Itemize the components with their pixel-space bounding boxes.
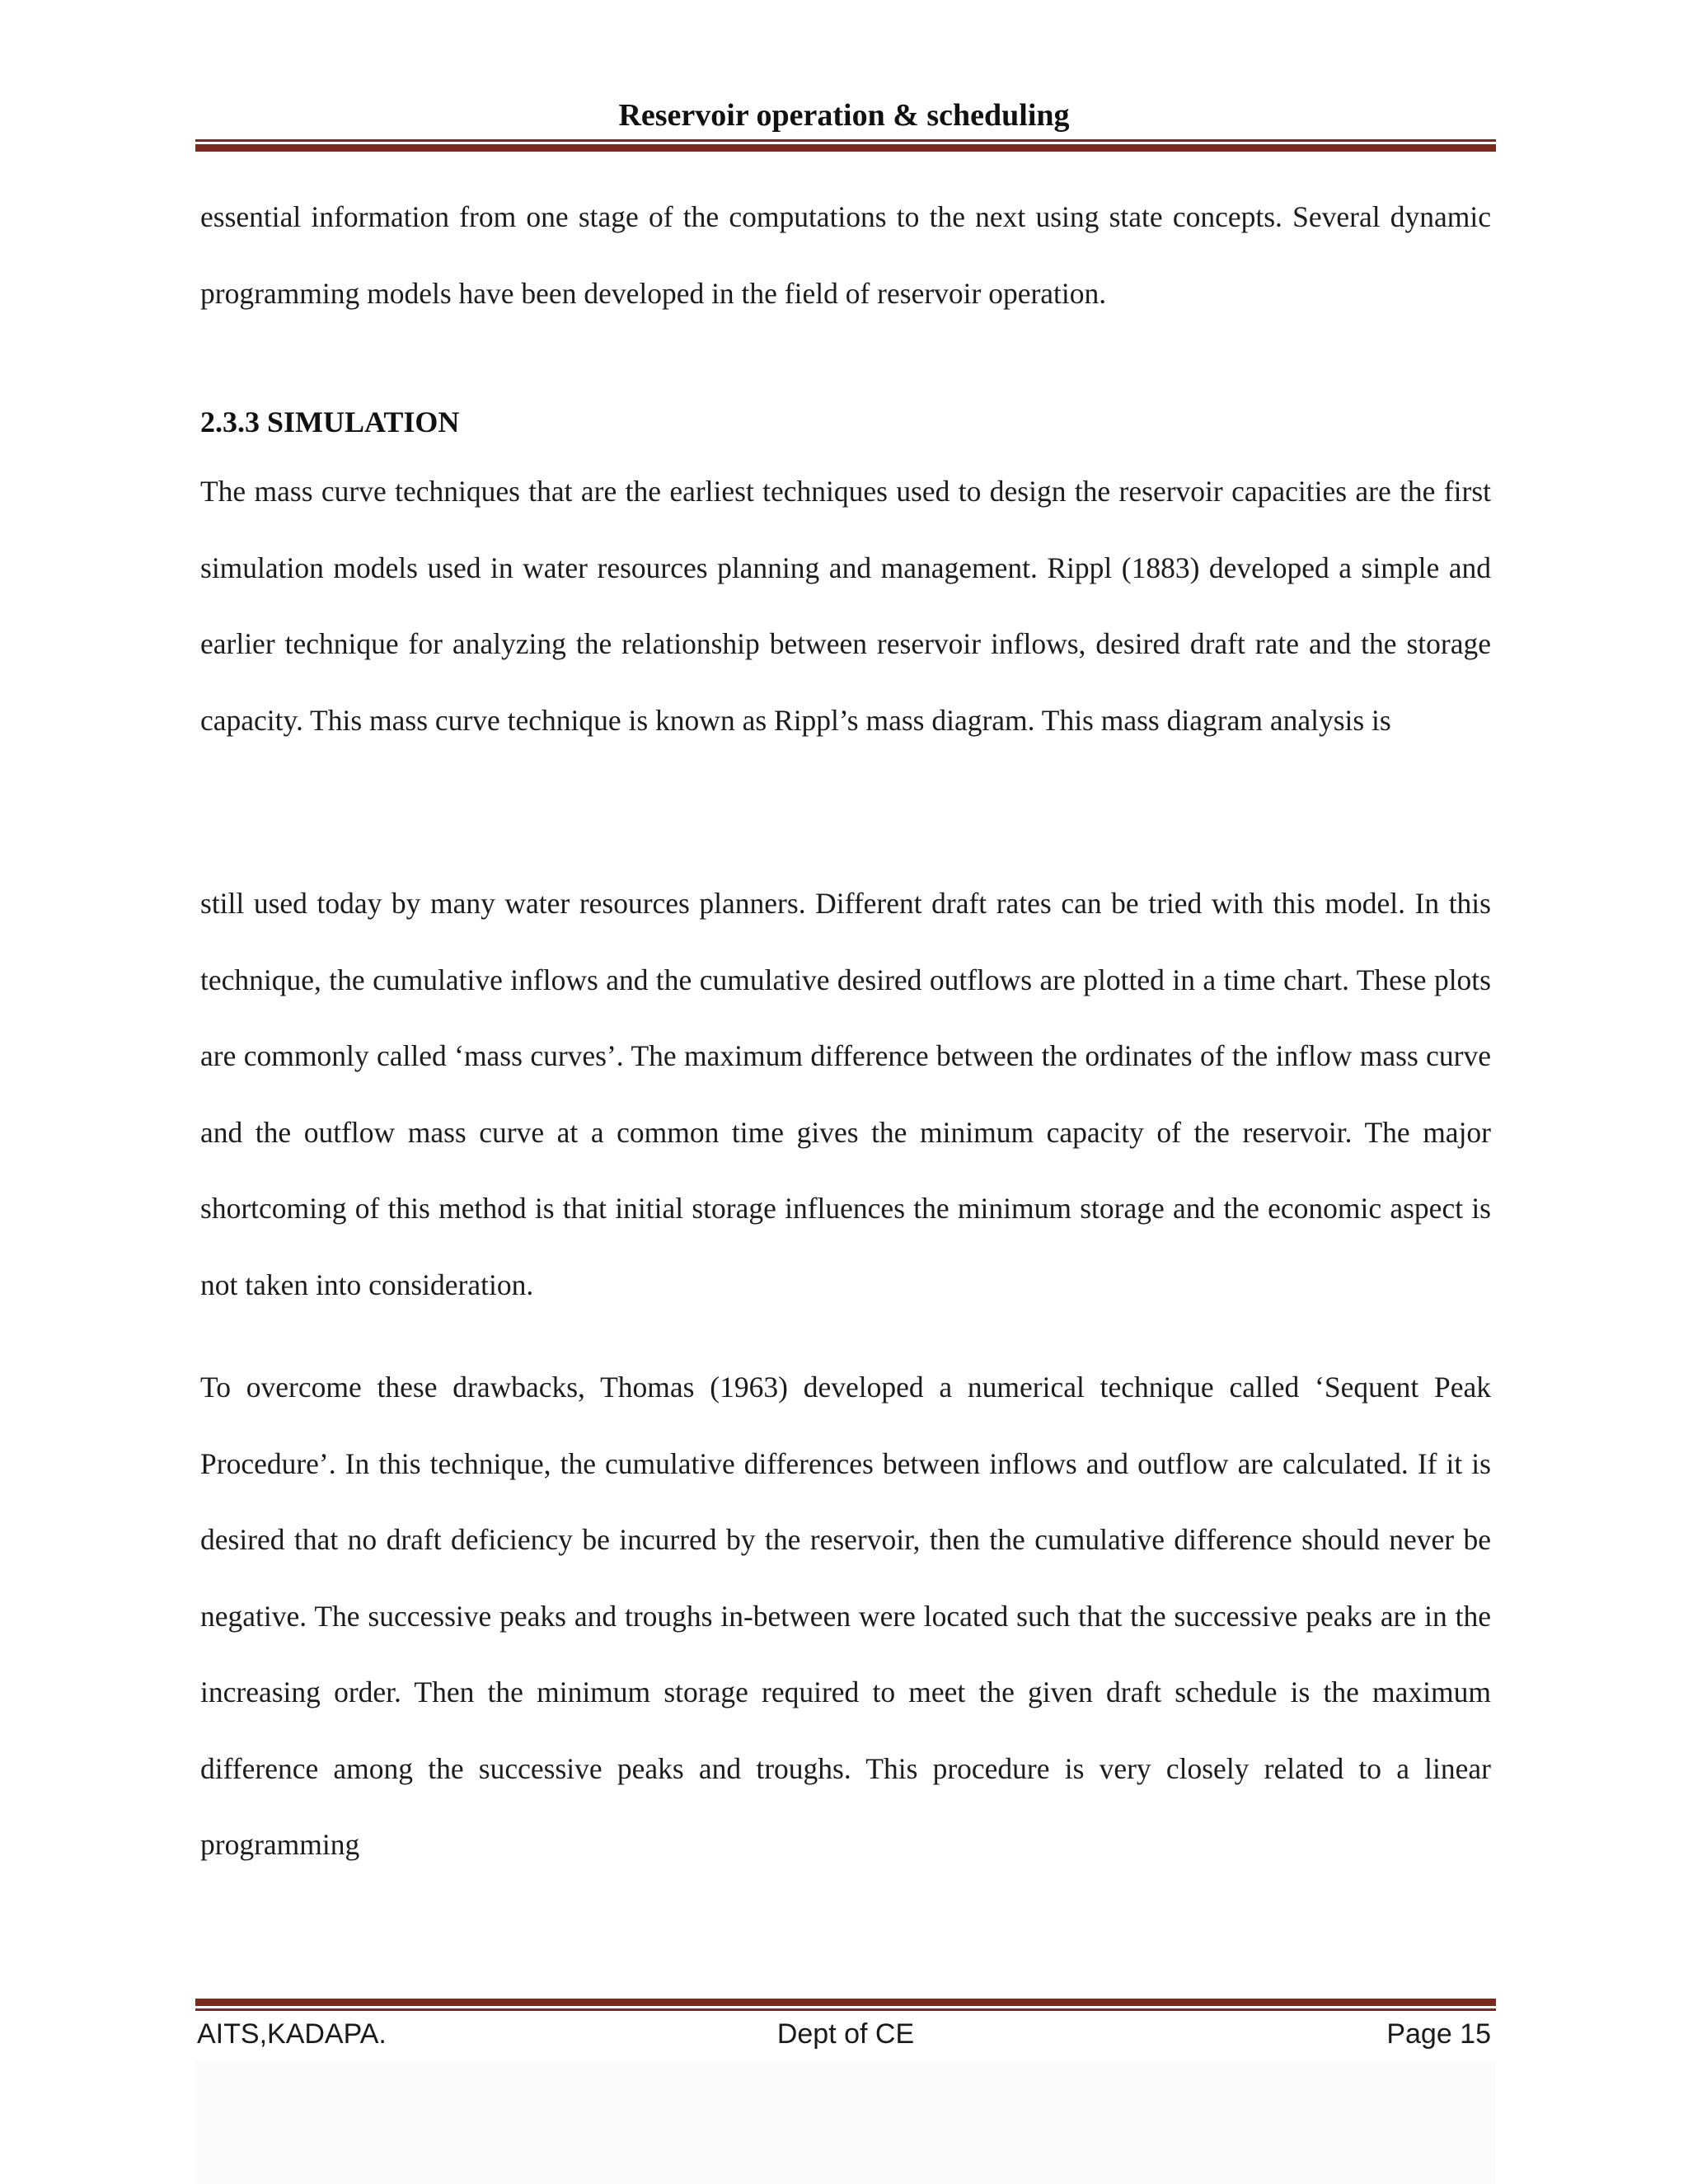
paragraph-simulation-3: To overcome these drawbacks, Thomas (1963) developed a numerical technique called ‘Sequent Peak Procedure’. In this technique, the cumulative differences between inflows and outflow are calculated. If it is desired that no draft deficiency be incurred by the reservoir, then the cumulative difference should never be negative. The successive peaks and troughs in-between were located such that the successive peaks are in the increasing order. Then the minimum storage required to meet the given draft schedule is the maximum difference among the successive peaks and troughs. This procedure is very closely related to a linear programming [200,1371,1491,1861]
footer-rule-thin-line [195,2008,1496,2011]
paragraph-continued: essential information from one stage of the computations to the next using state concepts. Several dynamic programming models have been developed in the field of reservoir operation. [200,200,1491,310]
header-rule-thick-line [195,144,1496,152]
footer-rule [195,1999,1496,2011]
footer-page-number: Page 15 [1386,2018,1491,2050]
footer-rule-thick-line [195,1999,1496,2006]
paragraph-simulation-2: still used today by many water resources planners. Different draft rates can be tried with this model. In this technique, the cumulative inflows and the cumulative desired outflows are plotted in a time chart. These plots are commonly called ‘mass curves’. The maximum difference between the ordinates of the inflow mass curve and the outflow mass curve at a common time gives the minimum capacity of the reservoir. The major shortcoming of this method is that initial storage influences the minimum storage and the economic aspect is not taken into consideration. [200,887,1491,1301]
footer-background-band [195,2060,1496,2184]
footer-institution: AITS,KADAPA. [197,2018,387,2050]
footer-department: Dept of CE [776,2018,915,2050]
header-rule [195,139,1496,152]
page-header-title: Reservoir operation & scheduling [618,98,1070,133]
section-heading: 2.3.3 SIMULATION [200,405,460,438]
page-footer [195,2013,1496,2055]
paragraph-simulation-1: The mass curve techniques that are the earliest techniques used to design the reservoir capacities are the first simulation models used in water resources planning and management. Rippl (1883) developed a simple and earlier technique for analyzing the relationship between reservoir inflows, desired draft rate and the storage capacity. This mass curve technique is known as Rippl’s mass diagram. This mass diagram analysis is [200,475,1491,737]
